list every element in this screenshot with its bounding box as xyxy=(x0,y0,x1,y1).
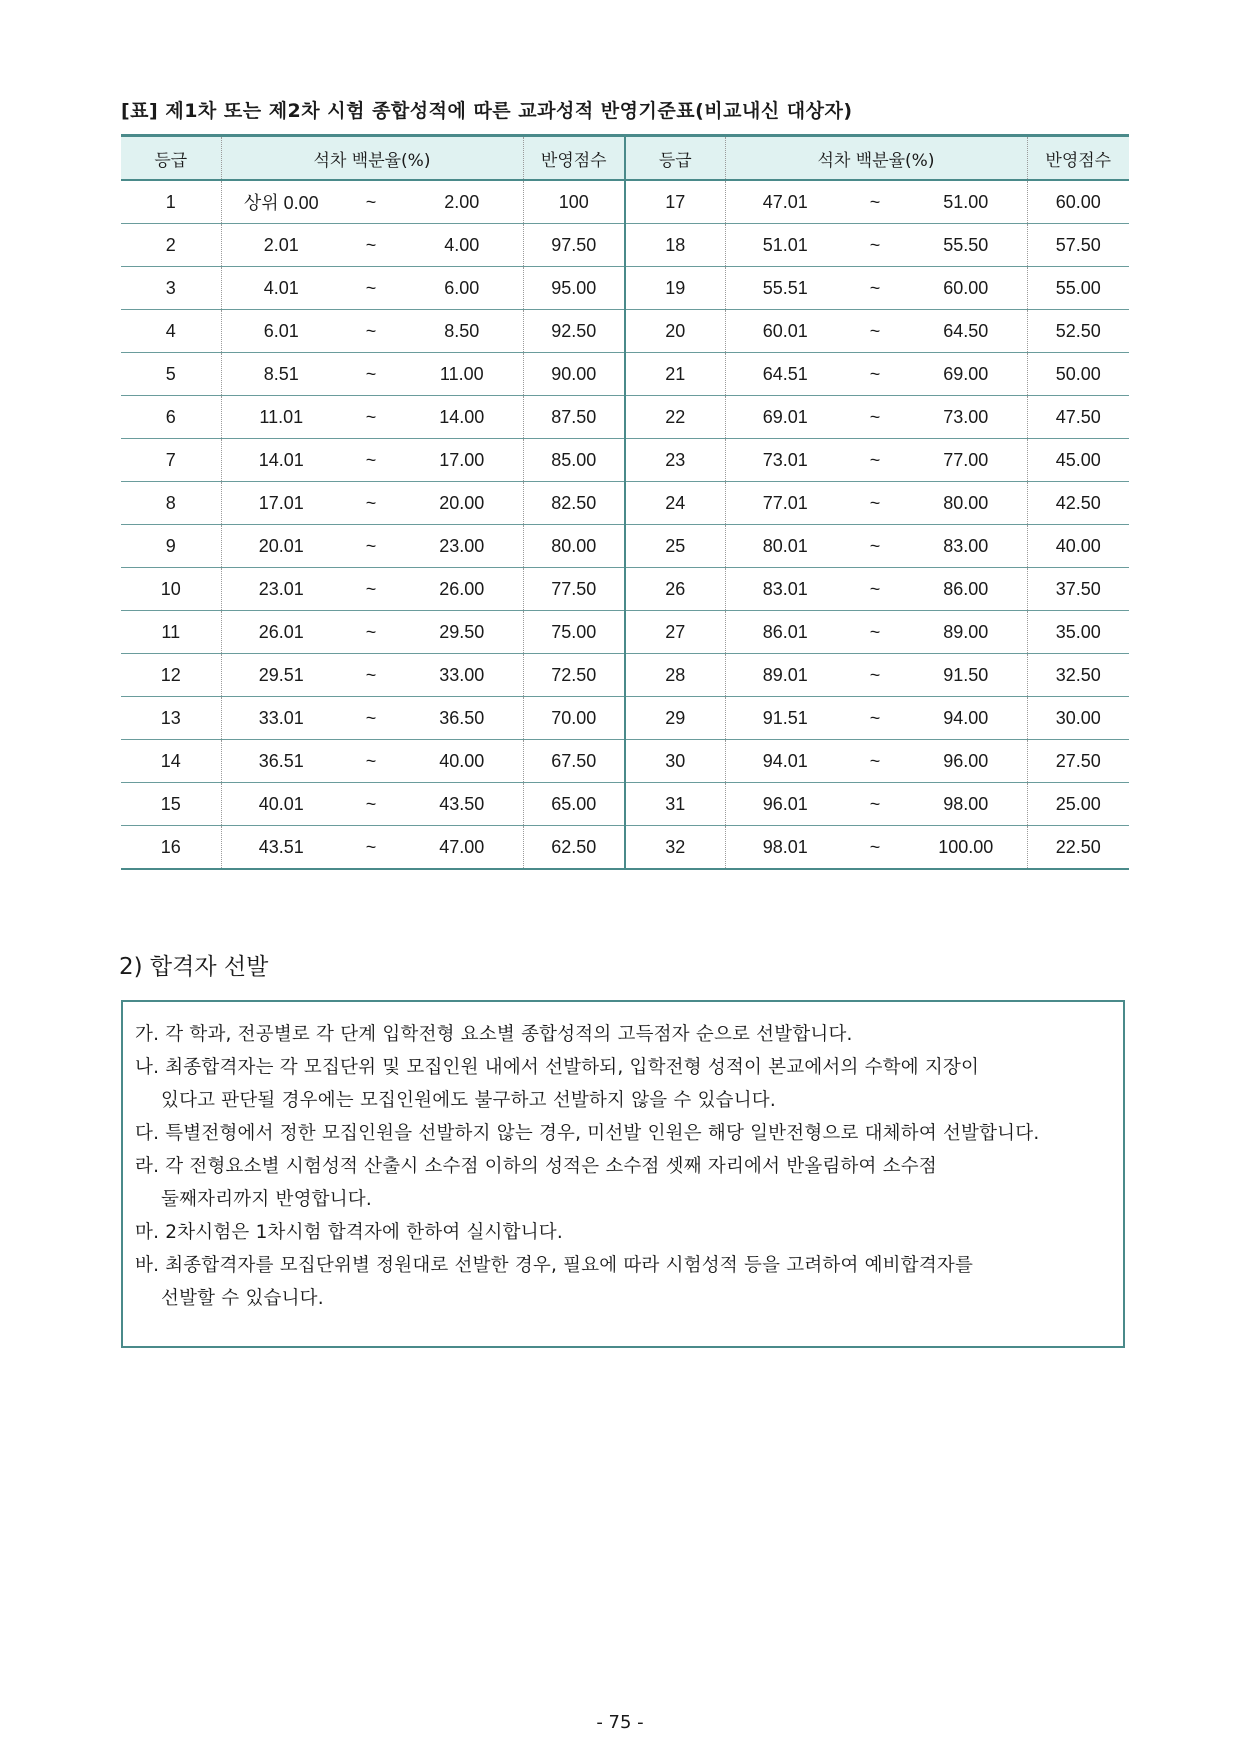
tilde-cell: ~ xyxy=(341,267,401,310)
percentile-from-cell: 11.01 xyxy=(221,396,341,439)
percentile-from-cell: 89.01 xyxy=(725,654,845,697)
percentile-from-cell: 96.01 xyxy=(725,783,845,826)
percentile-to-cell: 8.50 xyxy=(401,310,523,353)
score-cell: 42.50 xyxy=(1027,482,1129,525)
grade-cell: 8 xyxy=(121,482,221,525)
table-row xyxy=(121,783,1129,826)
table-row xyxy=(121,482,1129,525)
percentile-from-cell: 64.51 xyxy=(725,353,845,396)
tilde-cell: ~ xyxy=(341,783,401,826)
table-row xyxy=(121,353,1129,396)
grade-cell: 30 xyxy=(625,740,725,783)
percentile-from-cell: 86.01 xyxy=(725,611,845,654)
percentile-from-cell: 40.01 xyxy=(221,783,341,826)
grade-score-table xyxy=(121,134,1129,870)
grade-cell: 1 xyxy=(121,180,221,224)
header-percentile-right: 석차 백분율(%) xyxy=(725,136,1027,181)
tilde-cell: ~ xyxy=(845,826,905,870)
header-percentile-left: 석차 백분율(%) xyxy=(221,136,523,181)
percentile-to-cell: 100.00 xyxy=(905,826,1027,870)
score-cell: 80.00 xyxy=(523,525,625,568)
table-row xyxy=(121,740,1129,783)
grade-cell: 4 xyxy=(121,310,221,353)
percentile-from-cell: 23.01 xyxy=(221,568,341,611)
grade-cell: 20 xyxy=(625,310,725,353)
score-cell: 32.50 xyxy=(1027,654,1129,697)
percentile-from-cell: 4.01 xyxy=(221,267,341,310)
score-cell: 30.00 xyxy=(1027,697,1129,740)
percentile-from-cell: 33.01 xyxy=(221,697,341,740)
tilde-cell: ~ xyxy=(845,568,905,611)
percentile-to-cell: 14.00 xyxy=(401,396,523,439)
header-grade-left: 등급 xyxy=(121,136,221,181)
tilde-cell: ~ xyxy=(845,224,905,267)
table-row xyxy=(121,525,1129,568)
percentile-to-cell: 73.00 xyxy=(905,396,1027,439)
table-row xyxy=(121,180,1129,224)
grade-cell: 25 xyxy=(625,525,725,568)
tilde-cell: ~ xyxy=(341,224,401,267)
percentile-from-cell: 29.51 xyxy=(221,654,341,697)
score-cell: 65.00 xyxy=(523,783,625,826)
grade-cell: 13 xyxy=(121,697,221,740)
percentile-to-cell: 77.00 xyxy=(905,439,1027,482)
grade-cell: 19 xyxy=(625,267,725,310)
percentile-to-cell: 29.50 xyxy=(401,611,523,654)
percentile-to-cell: 23.00 xyxy=(401,525,523,568)
table-row xyxy=(121,654,1129,697)
percentile-to-cell: 47.00 xyxy=(401,826,523,870)
percentile-to-cell: 20.00 xyxy=(401,482,523,525)
percentile-from-cell: 8.51 xyxy=(221,353,341,396)
score-cell: 52.50 xyxy=(1027,310,1129,353)
score-cell: 82.50 xyxy=(523,482,625,525)
score-cell: 40.00 xyxy=(1027,525,1129,568)
percentile-from-cell: 60.01 xyxy=(725,310,845,353)
percentile-to-cell: 96.00 xyxy=(905,740,1027,783)
grade-cell: 32 xyxy=(625,826,725,870)
grade-cell: 6 xyxy=(121,396,221,439)
percentile-from-cell: 55.51 xyxy=(725,267,845,310)
table-row xyxy=(121,826,1129,870)
percentile-to-cell: 33.00 xyxy=(401,654,523,697)
grade-cell: 9 xyxy=(121,525,221,568)
tilde-cell: ~ xyxy=(341,525,401,568)
percentile-from-cell: 47.01 xyxy=(725,180,845,224)
percentile-from-cell: 91.51 xyxy=(725,697,845,740)
grade-cell: 29 xyxy=(625,697,725,740)
percentile-from-cell: 80.01 xyxy=(725,525,845,568)
percentile-from-cell: 14.01 xyxy=(221,439,341,482)
grade-cell: 2 xyxy=(121,224,221,267)
score-cell: 90.00 xyxy=(523,353,625,396)
percentile-to-cell: 36.50 xyxy=(401,697,523,740)
score-cell: 57.50 xyxy=(1027,224,1129,267)
tilde-cell: ~ xyxy=(341,482,401,525)
selection-rules-box xyxy=(121,1000,1125,1348)
percentile-to-cell: 4.00 xyxy=(401,224,523,267)
tilde-cell: ~ xyxy=(341,568,401,611)
tilde-cell: ~ xyxy=(845,783,905,826)
score-cell: 97.50 xyxy=(523,224,625,267)
percentile-to-cell: 43.50 xyxy=(401,783,523,826)
table-row xyxy=(121,224,1129,267)
score-cell: 62.50 xyxy=(523,826,625,870)
score-cell: 35.00 xyxy=(1027,611,1129,654)
table-row xyxy=(121,611,1129,654)
score-cell: 92.50 xyxy=(523,310,625,353)
tilde-cell: ~ xyxy=(845,697,905,740)
header-grade-right: 등급 xyxy=(625,136,725,181)
score-cell: 87.50 xyxy=(523,396,625,439)
grade-cell: 21 xyxy=(625,353,725,396)
rule-item-ra-continued: 둘째자리까지 반영합니다. xyxy=(161,1189,372,1210)
percentile-to-cell: 60.00 xyxy=(905,267,1027,310)
percentile-to-cell: 51.00 xyxy=(905,180,1027,224)
score-cell: 45.00 xyxy=(1027,439,1129,482)
rule-item-na-continued: 있다고 판단될 경우에는 모집인원에도 불구하고 선발하지 않을 수 있습니다. xyxy=(161,1090,776,1111)
tilde-cell: ~ xyxy=(845,396,905,439)
percentile-from-cell: 77.01 xyxy=(725,482,845,525)
percentile-from-cell: 43.51 xyxy=(221,826,341,870)
grade-cell: 16 xyxy=(121,826,221,870)
grade-cell: 31 xyxy=(625,783,725,826)
score-cell: 37.50 xyxy=(1027,568,1129,611)
score-cell: 50.00 xyxy=(1027,353,1129,396)
grade-cell: 11 xyxy=(121,611,221,654)
tilde-cell: ~ xyxy=(845,180,905,224)
grade-cell: 10 xyxy=(121,568,221,611)
tilde-cell: ~ xyxy=(341,180,401,224)
percentile-to-cell: 91.50 xyxy=(905,654,1027,697)
tilde-cell: ~ xyxy=(341,740,401,783)
tilde-cell: ~ xyxy=(845,740,905,783)
rule-item-da: 다. 특별전형에서 정한 모집인원을 선발하지 않는 경우, 미선발 인원은 해당 일반전형으로 대체하여 선발합니다. xyxy=(135,1123,1040,1144)
score-cell: 85.00 xyxy=(523,439,625,482)
percentile-from-cell: 51.01 xyxy=(725,224,845,267)
score-cell: 60.00 xyxy=(1027,180,1129,224)
grade-cell: 12 xyxy=(121,654,221,697)
grade-cell: 24 xyxy=(625,482,725,525)
score-cell: 47.50 xyxy=(1027,396,1129,439)
percentile-from-cell: 73.01 xyxy=(725,439,845,482)
percentile-from-cell: 2.01 xyxy=(221,224,341,267)
table-body xyxy=(121,180,1129,869)
rule-item-ba-continued: 선발할 수 있습니다. xyxy=(161,1288,324,1309)
percentile-to-cell: 94.00 xyxy=(905,697,1027,740)
tilde-cell: ~ xyxy=(845,654,905,697)
table-row xyxy=(121,310,1129,353)
table-title: [표] 제1차 또는 제2차 시험 종합성적에 따른 교과성적 반영기준표(비교내신 대상자) xyxy=(121,100,853,122)
tilde-cell: ~ xyxy=(341,826,401,870)
tilde-cell: ~ xyxy=(341,396,401,439)
rule-item-na: 나. 최종합격자는 각 모집단위 및 모집인원 내에서 선발하되, 입학전형 성적이 본교에서의 수학에 지장이 xyxy=(135,1057,980,1078)
table-row xyxy=(121,568,1129,611)
score-cell: 55.00 xyxy=(1027,267,1129,310)
rule-item-ga: 가. 각 학과, 전공별로 각 단계 입학전형 요소별 종합성적의 고득점자 순으로 선발합니다. xyxy=(135,1024,853,1045)
grade-cell: 17 xyxy=(625,180,725,224)
grade-cell: 28 xyxy=(625,654,725,697)
grade-cell: 14 xyxy=(121,740,221,783)
rule-item-ra: 라. 각 전형요소별 시험성적 산출시 소수점 이하의 성적은 소수점 셋째 자리에서 반올림하여 소수점 xyxy=(135,1156,937,1177)
percentile-to-cell: 11.00 xyxy=(401,353,523,396)
page-number: - 75 - xyxy=(596,1712,644,1733)
percentile-to-cell: 86.00 xyxy=(905,568,1027,611)
score-cell: 72.50 xyxy=(523,654,625,697)
grade-cell: 27 xyxy=(625,611,725,654)
score-cell: 25.00 xyxy=(1027,783,1129,826)
score-cell: 22.50 xyxy=(1027,826,1129,870)
score-cell: 70.00 xyxy=(523,697,625,740)
percentile-from-cell: 26.01 xyxy=(221,611,341,654)
rule-item-ba: 바. 최종합격자를 모집단위별 정원대로 선발한 경우, 필요에 따라 시험성적 등을 고려하여 예비합격자를 xyxy=(135,1255,974,1276)
rule-item-ma: 마. 2차시험은 1차시험 합격자에 한하여 실시합니다. xyxy=(135,1222,563,1243)
tilde-cell: ~ xyxy=(341,439,401,482)
score-cell: 75.00 xyxy=(523,611,625,654)
percentile-to-cell: 2.00 xyxy=(401,180,523,224)
percentile-from-cell: 상위 0.00 xyxy=(221,180,341,224)
grade-cell: 23 xyxy=(625,439,725,482)
section-heading: 2) 합격자 선발 xyxy=(119,954,269,980)
percentile-to-cell: 26.00 xyxy=(401,568,523,611)
score-cell: 77.50 xyxy=(523,568,625,611)
tilde-cell: ~ xyxy=(845,482,905,525)
table-row xyxy=(121,697,1129,740)
tilde-cell: ~ xyxy=(845,310,905,353)
tilde-cell: ~ xyxy=(845,611,905,654)
percentile-from-cell: 94.01 xyxy=(725,740,845,783)
percentile-from-cell: 69.01 xyxy=(725,396,845,439)
tilde-cell: ~ xyxy=(341,353,401,396)
percentile-to-cell: 6.00 xyxy=(401,267,523,310)
percentile-from-cell: 17.01 xyxy=(221,482,341,525)
grade-cell: 15 xyxy=(121,783,221,826)
grade-cell: 5 xyxy=(121,353,221,396)
percentile-to-cell: 89.00 xyxy=(905,611,1027,654)
header-score-right: 반영점수 xyxy=(1027,136,1129,181)
grade-cell: 22 xyxy=(625,396,725,439)
table-row xyxy=(121,267,1129,310)
tilde-cell: ~ xyxy=(341,654,401,697)
table-header-row xyxy=(121,136,1129,181)
tilde-cell: ~ xyxy=(845,525,905,568)
percentile-to-cell: 40.00 xyxy=(401,740,523,783)
tilde-cell: ~ xyxy=(845,353,905,396)
percentile-to-cell: 17.00 xyxy=(401,439,523,482)
grade-cell: 18 xyxy=(625,224,725,267)
percentile-to-cell: 64.50 xyxy=(905,310,1027,353)
tilde-cell: ~ xyxy=(845,439,905,482)
tilde-cell: ~ xyxy=(341,697,401,740)
percentile-from-cell: 83.01 xyxy=(725,568,845,611)
tilde-cell: ~ xyxy=(341,611,401,654)
grade-cell: 7 xyxy=(121,439,221,482)
tilde-cell: ~ xyxy=(341,310,401,353)
grade-cell: 3 xyxy=(121,267,221,310)
percentile-from-cell: 6.01 xyxy=(221,310,341,353)
percentile-from-cell: 36.51 xyxy=(221,740,341,783)
percentile-from-cell: 20.01 xyxy=(221,525,341,568)
percentile-to-cell: 55.50 xyxy=(905,224,1027,267)
table-row xyxy=(121,396,1129,439)
tilde-cell: ~ xyxy=(845,267,905,310)
score-cell: 95.00 xyxy=(523,267,625,310)
score-cell: 27.50 xyxy=(1027,740,1129,783)
table-row xyxy=(121,439,1129,482)
percentile-to-cell: 98.00 xyxy=(905,783,1027,826)
score-cell: 100 xyxy=(523,180,625,224)
percentile-to-cell: 69.00 xyxy=(905,353,1027,396)
header-score-left: 반영점수 xyxy=(523,136,625,181)
score-cell: 67.50 xyxy=(523,740,625,783)
percentile-to-cell: 80.00 xyxy=(905,482,1027,525)
percentile-from-cell: 98.01 xyxy=(725,826,845,870)
percentile-to-cell: 83.00 xyxy=(905,525,1027,568)
grade-cell: 26 xyxy=(625,568,725,611)
